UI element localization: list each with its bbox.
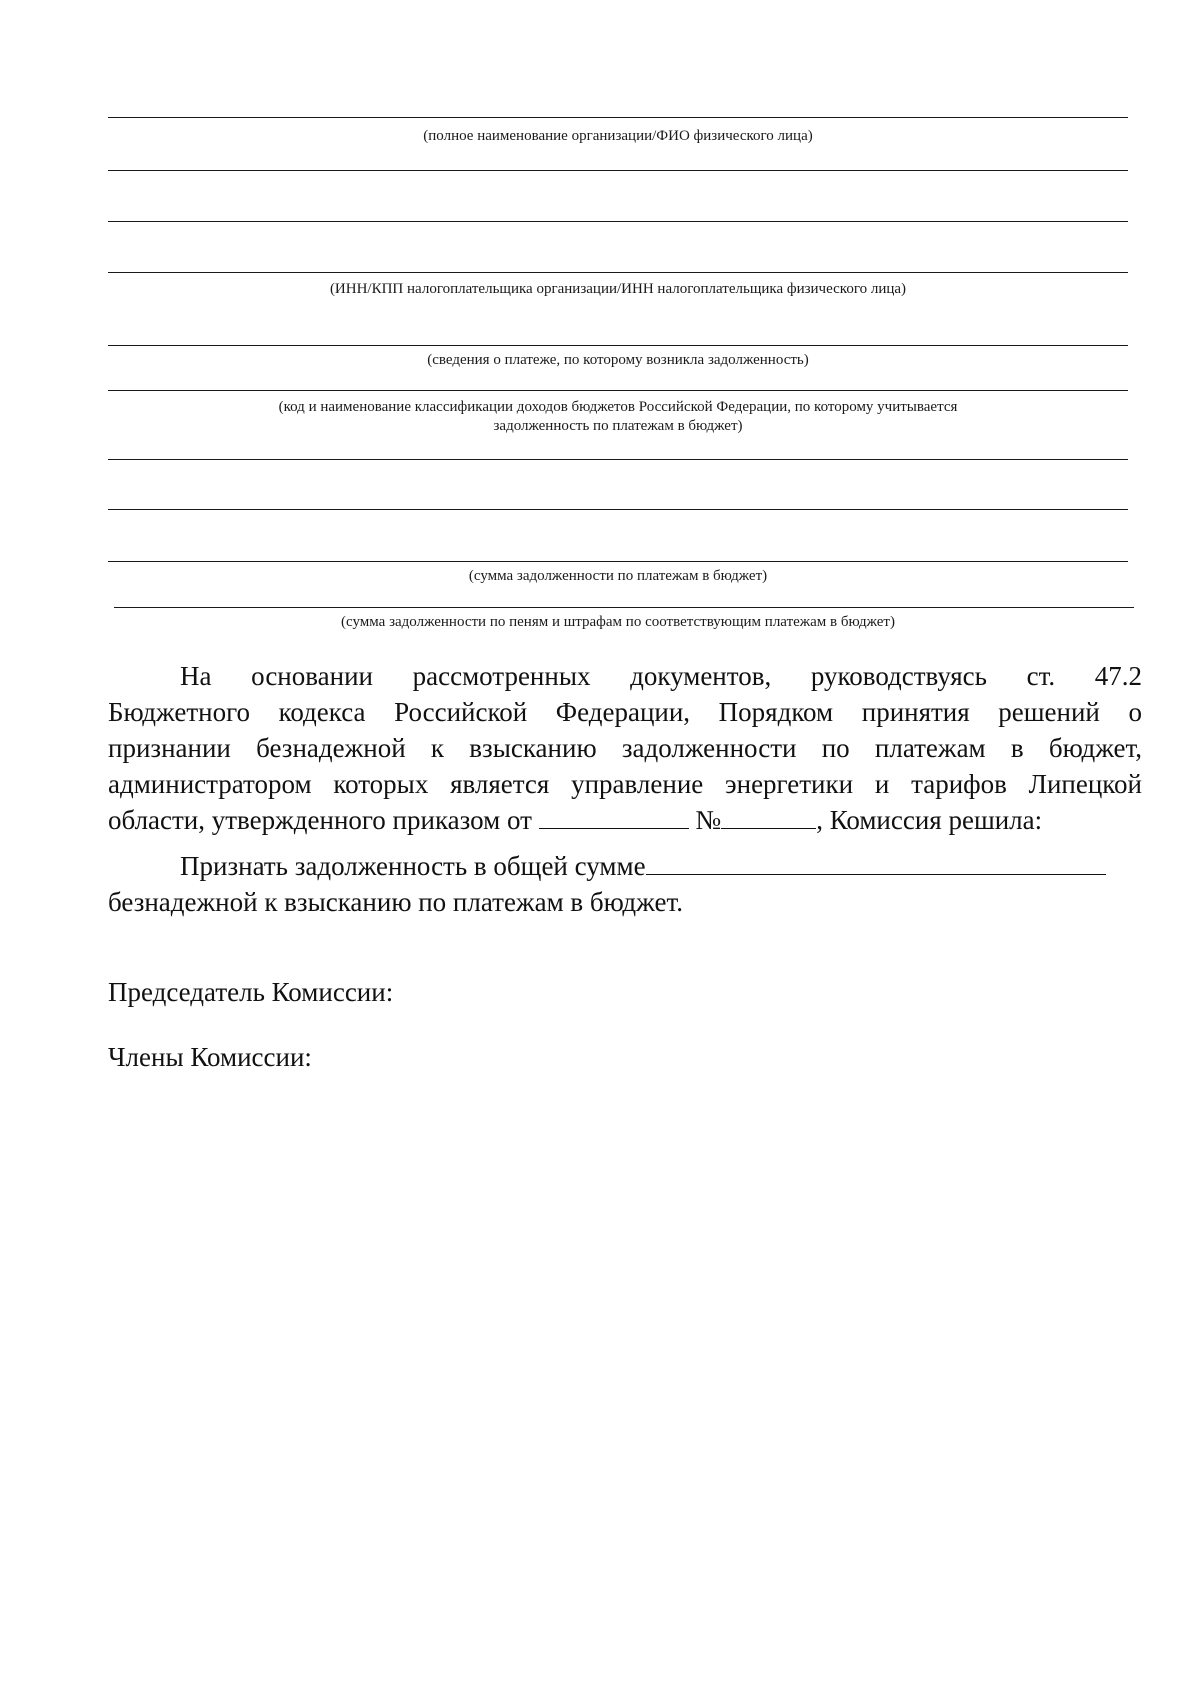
order-date-blank[interactable] [539, 804, 689, 829]
blank-line [108, 221, 1128, 222]
decision-line-5 [108, 802, 1142, 838]
commission-decided: , Комиссия решила: [816, 805, 1043, 835]
budget-classification-caption-line1: (код и наименование классификации доходов бюджетов Российской Федерации, по которому учитывается [278, 399, 958, 415]
organization-name-line [108, 117, 1128, 118]
payment-info-caption: (сведения о платеже, по которому возникла задолженность) [427, 352, 809, 368]
members-label: Члены Комиссии: [108, 1042, 312, 1072]
chairman-label: Председатель Комиссии: [108, 977, 394, 1007]
penalties-amount-line [114, 607, 1134, 608]
decision-paragraph [108, 658, 1142, 838]
inn-kpp-caption: (ИНН/КПП налогоплательщика организации/ИНН налогоплательщика физического лица) [329, 281, 907, 297]
inn-kpp-line [108, 272, 1128, 273]
budget-classification-caption-line2: задолженность по платежам в бюджет) [493, 418, 743, 434]
decision-line-4: администратором которых является управление энергетики и тарифов Липецкой [108, 769, 1142, 799]
total-amount-blank[interactable] [646, 850, 1106, 875]
recognition-prefix: Признать задолженность в общей сумме [180, 851, 646, 881]
budget-classification-line [108, 390, 1128, 391]
blank-line [108, 509, 1128, 510]
decision-line-3: признании безнадежной к взысканию задолженности по платежам в бюджет, [108, 733, 1142, 763]
recognition-line-1 [108, 848, 1142, 884]
recognition-paragraph [108, 848, 1142, 920]
blank-line [108, 459, 1128, 460]
penalties-amount-caption: (сумма задолженности по пеням и штрафам по соответствующим платежам в бюджет) [341, 614, 895, 630]
organization-name-caption: (полное наименование организации/ФИО физического лица) [423, 128, 813, 144]
recognition-line-2: безнадежной к взысканию по платежам в бюджет. [108, 887, 683, 917]
debt-amount-line [108, 561, 1128, 562]
blank-line [108, 170, 1128, 171]
debt-amount-caption: (сумма задолженности по платежам в бюджет) [468, 568, 768, 584]
order-date-prefix: области, утвержденного приказом от [108, 805, 532, 835]
order-number-blank[interactable] [721, 804, 816, 829]
decision-line-1: На основании рассмотренных документов, руководствуясь ст. 47.2 [180, 661, 1142, 691]
payment-info-line [108, 345, 1128, 346]
order-number-sign: № [695, 805, 722, 835]
decision-line-2: Бюджетного кодекса Российской Федерации, Порядком принятия решений о [108, 697, 1142, 727]
